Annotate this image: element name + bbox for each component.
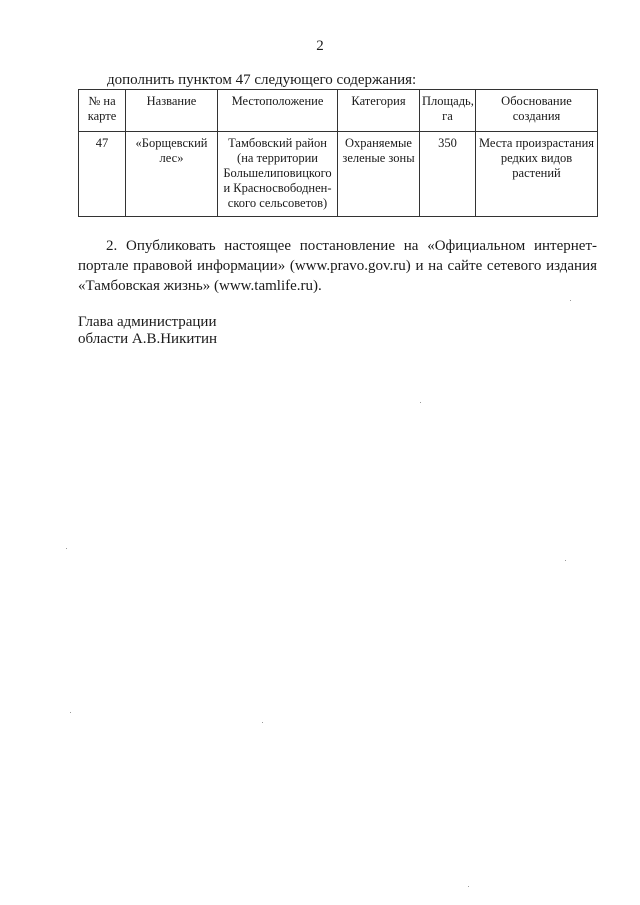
header-location: Местоположение [218,90,338,132]
header-justification: Обоснование создания [476,90,598,132]
scan-speck [570,300,571,301]
table-row [79,132,598,217]
scan-speck [468,886,469,887]
signature-block [78,314,217,348]
cell-location: Тамбовский район (на территории Большелиповицкого и Красносвободнен-ского сельсоветов) [218,132,338,217]
cell-map-number: 47 [79,132,126,217]
page-number: 2 [316,38,324,54]
scan-speck [70,712,71,713]
signature-line-title: Глава администрации [78,314,217,330]
cell-name: «Борщевский лес» [126,132,218,217]
scan-speck [66,548,67,549]
cell-category: Охраняемые зеленые зоны [338,132,420,217]
header-category: Категория [338,90,420,132]
scan-speck [420,402,421,403]
publication-paragraph: 2. Опубликовать настоящее постановление на «Официальном интернет-портале правовой информации» (www.pravo.gov.ru) и на сайте сетевого издания «Тамбовская жизнь» (www.tamlife.ru). [78,238,597,294]
header-name: Название [126,90,218,132]
cell-justification: Места произрастания редких видов растений [476,132,598,217]
cell-area: 350 [420,132,476,217]
intro-text: дополнить пунктом 47 следующего содержания: [107,72,417,88]
signature-line-name: области А.В.Никитин [78,331,218,347]
scan-speck [262,722,263,723]
protected-areas-table [78,89,598,217]
table-header-row [79,90,598,132]
scan-speck [565,560,566,561]
header-area: Площадь, га [420,90,476,132]
header-map-number: № на карте [79,90,126,132]
